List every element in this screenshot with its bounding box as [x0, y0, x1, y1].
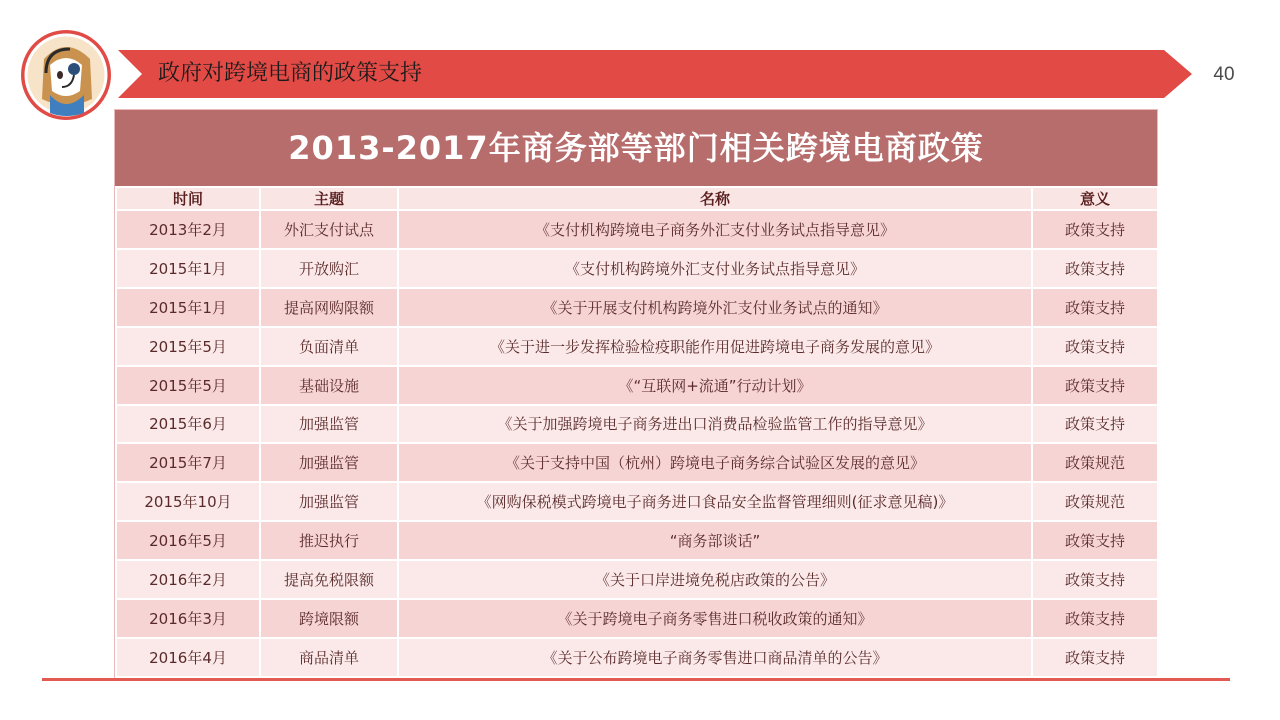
cell-time: 2015年1月 — [116, 288, 260, 327]
cell-name: 《关于跨境电子商务零售进口税收政策的通知》 — [398, 599, 1032, 638]
table-row — [116, 210, 1158, 249]
cell-name: 《关于开展支付机构跨境外汇支付业务试点的通知》 — [398, 288, 1032, 327]
policy-table — [115, 110, 1157, 678]
cell-name: 《关于口岸进境免税店政策的公告》 — [398, 560, 1032, 599]
cell-name: 《网购保税模式跨境电子商务进口食品安全监督管理细则(征求意见稿)》 — [398, 482, 1032, 521]
table-row — [116, 327, 1158, 366]
cell-time: 2016年2月 — [116, 560, 260, 599]
cell-time: 2016年3月 — [116, 599, 260, 638]
cell-significance: 政策支持 — [1032, 210, 1158, 249]
cell-time: 2013年2月 — [116, 210, 260, 249]
cell-significance: 政策支持 — [1032, 560, 1158, 599]
cell-name: 《“互联网+流通”行动计划》 — [398, 366, 1032, 405]
cell-name: 《关于公布跨境电子商务零售进口商品清单的公告》 — [398, 638, 1032, 677]
table-row — [116, 249, 1158, 288]
table-row — [116, 521, 1158, 560]
cell-time: 2016年4月 — [116, 638, 260, 677]
table-row — [116, 482, 1158, 521]
table-row — [116, 560, 1158, 599]
cell-significance: 政策支持 — [1032, 327, 1158, 366]
page-number: 40 — [1213, 64, 1235, 85]
slide-title: 政府对跨境电商的政策支持 — [158, 61, 423, 86]
table-row — [116, 599, 1158, 638]
header-topic: 主题 — [260, 187, 398, 210]
cell-name: 《关于加强跨境电子商务进出口消费品检验监管工作的指导意见》 — [398, 405, 1032, 444]
cell-topic: 开放购汇 — [260, 249, 398, 288]
cell-name: 《关于进一步发挥检验检疫职能作用促进跨境电子商务发展的意见》 — [398, 327, 1032, 366]
cell-time: 2015年6月 — [116, 405, 260, 444]
cell-topic: 提高免税限额 — [260, 560, 398, 599]
table-row — [116, 366, 1158, 405]
cell-topic: 商品清单 — [260, 638, 398, 677]
title-banner — [118, 50, 1192, 98]
cell-significance: 政策规范 — [1032, 443, 1158, 482]
cell-significance: 政策支持 — [1032, 405, 1158, 444]
cell-time: 2015年5月 — [116, 327, 260, 366]
table-row — [116, 638, 1158, 677]
cell-name: 《支付机构跨境外汇支付业务试点指导意见》 — [398, 249, 1032, 288]
cell-topic: 加强监管 — [260, 443, 398, 482]
table-row — [116, 288, 1158, 327]
cell-topic: 推迟执行 — [260, 521, 398, 560]
cell-topic: 外汇支付试点 — [260, 210, 398, 249]
cell-significance: 政策支持 — [1032, 288, 1158, 327]
cell-time: 2016年5月 — [116, 521, 260, 560]
cell-name: “商务部谈话” — [398, 521, 1032, 560]
cell-name: 《关于支持中国（杭州）跨境电子商务综合试验区发展的意见》 — [398, 443, 1032, 482]
cell-time: 2015年10月 — [116, 482, 260, 521]
header-name: 名称 — [398, 187, 1032, 210]
table-title: 2013-2017年商务部等部门相关跨境电商政策 — [115, 110, 1157, 186]
cell-time: 2015年5月 — [116, 366, 260, 405]
header-time: 时间 — [116, 187, 260, 210]
cell-topic: 加强监管 — [260, 405, 398, 444]
cell-topic: 基础设施 — [260, 366, 398, 405]
table-row — [116, 443, 1158, 482]
policy-grid — [115, 186, 1159, 678]
cell-time: 2015年1月 — [116, 249, 260, 288]
cell-topic: 加强监管 — [260, 482, 398, 521]
table-row — [116, 405, 1158, 444]
customer-service-logo — [20, 29, 112, 121]
cell-significance: 政策支持 — [1032, 521, 1158, 560]
cell-time: 2015年7月 — [116, 443, 260, 482]
cell-significance: 政策支持 — [1032, 599, 1158, 638]
cell-significance: 政策支持 — [1032, 638, 1158, 677]
header-row — [116, 187, 1158, 210]
cell-topic: 提高网购限额 — [260, 288, 398, 327]
cell-significance: 政策支持 — [1032, 249, 1158, 288]
bottom-divider — [42, 678, 1230, 681]
cell-name: 《支付机构跨境电子商务外汇支付业务试点指导意见》 — [398, 210, 1032, 249]
header-significance: 意义 — [1032, 187, 1158, 210]
cell-significance: 政策规范 — [1032, 482, 1158, 521]
cell-topic: 负面清单 — [260, 327, 398, 366]
cell-significance: 政策支持 — [1032, 366, 1158, 405]
cell-topic: 跨境限额 — [260, 599, 398, 638]
